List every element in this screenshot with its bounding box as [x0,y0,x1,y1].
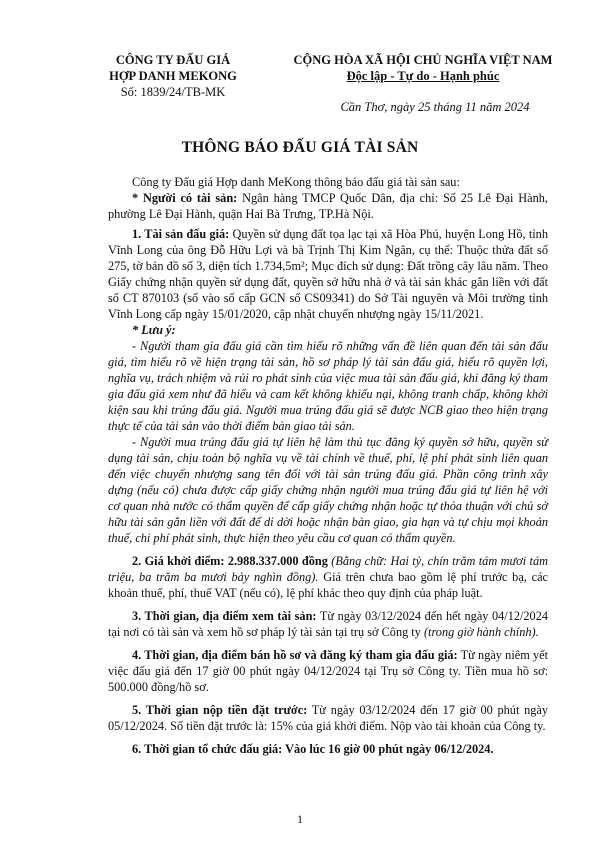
section5-text: Từ ngày 03/12/2024 đến 17 giờ 00 phút ngày 05/12/2024. Số tiền đặt trước là: 15% của giá khởi điểm. Nộp vào tài khoản của Công ty. [108,703,548,733]
section3-italic: (trong giờ hành chính). [423,625,539,639]
section6-paragraph [108,741,548,757]
note-paragraph-1: - Người tham gia đấu giá cần tìm hiểu rõ những vấn đề liên quan đến tài sản đấu giá, tìm hiểu rõ về hiện trạng tài sản, hồ sơ pháp lý tài sản đấu giá, hiểu rõ quyền lợi, nghĩa vụ, trách nhiệm và rủi ro phát sinh của việc mua tài sản đấu giá, khi đăng ký tham gia đấu giá xem như đã hiểu và cam kết không khiếu nại, không tranh chấp, không khởi kiện sau khi trúng đấu giá. Người mua trúng đấu giá sẽ được NCB giao theo hiện trạng thực tế của tài sản vào thời điểm bàn giao tài sản. [108,339,548,433]
note-heading [108,322,548,338]
owner-paragraph [108,190,548,222]
section3-text: Từ ngày 03/12/2024 đến hết ngày 04/12/2024 tại nơi có tài sản và xem hồ sơ pháp lý tài sản tại trụ sở Công ty [108,609,548,639]
section1-label: 1. Tài sản đấu giá: [132,227,230,241]
section3-label: 3. Thời gian, địa điểm xem tài sản: [132,609,317,623]
section6-label: 6. Thời gian tổ chức đấu giá: Vào lúc 16 giờ 00 phút ngày 06/12/2024. [132,742,494,756]
section5-paragraph [108,702,548,734]
document-body [108,174,548,757]
section2-words: (Bằng chữ: Hai tỷ, chín trăm tám mươi tám triệu, ba trăm ba mươi bảy nghìn đồng). [108,554,548,584]
national-motto: Độc lập - Tự do - Hạnh phúc [346,69,500,83]
page-number: 1 [297,812,303,826]
document-number: Số: 1839/24/TB-MK [120,85,226,99]
section2-paragraph [108,553,548,601]
note-paragraph-2: - Người mua trúng đấu giá tự liên hệ làm thủ tục đăng ký quyền sở hữu, quyền sử dụng tài sản, chịu toàn bộ nghĩa vụ về tài chính về thuế, phí, lệ phí phát sinh liên quan đến việc chuyển nhượng sang tên đối với tài sản trúng đấu giá. Phần công trình xây dựng (nếu có) chưa được cấp giấy chứng nhận người mua trúng đấu giá tự liên hệ với cơ quan nhà nước có thẩm quyền để cấp giấy chứng nhận hoặc tự thỏa thuận với chủ sở hữu tài sản gắn liền với đất để di dời hoặc nhận bàn giao, gia hạn và tự chịu mọi khoản thuế, chi phí phát sinh, thực hiện theo yêu cầu cơ quan có thẩm quyền. [108,435,548,545]
section1-paragraph [108,226,548,322]
section2-text: Giá trên chưa bao gồm lệ phí trước bạ, các khoản thuế, phí, thuế VAT (nếu có), lệ phí khác theo quy định của pháp luật. [108,570,548,600]
note-star: * [132,323,142,337]
date-line: Cần Thơ, ngày 25 tháng 11 năm 2024 [340,100,530,114]
note-label: Lưu ý: [141,323,176,337]
section3-paragraph [108,608,548,640]
owner-label: * Người có tài sản: [132,191,238,205]
intro-text: Công ty Đấu giá Hợp danh MeKong thông báo đấu giá tài sản sau: [132,175,460,189]
document-title: THÔNG BÁO ĐẤU GIÁ TÀI SẢN [181,139,419,156]
section4-label: 4. Thời gian, địa điểm bán hồ sơ và đăng ký tham gia đấu giá: [132,648,458,662]
republic-name: CỘNG HÒA XÃ HỘI CHỦ NGHĨA VIỆT NAM [293,53,553,67]
section1-text: Quyền sử dụng đất tọa lạc tại xã Hòa Phú, huyện Long Hồ, tỉnh Vĩnh Long của ông Đỗ Hữu Lợi và bà Trịnh Thị Kim Ngân, cụ thể: Thuộc thửa đất số 275, tờ bản đồ số 3, diện tích 1.734,5m²; Mục đích sử dụng: Đất trồng cây lâu năm. Theo Giấy chứng nhận quyền sử dụng đất, quyền sở hữu nhà ở và tài sản khác gắn liền với đất số CT 870103 (số vào sổ cấp GCN số CS09341) do Sở Tài nguyên và Môi trường tỉnh Vĩnh Long cấp ngày 15/01/2020, cập nhật chuyển nhượng ngày 15/11/2021. [108,227,548,321]
section4-text: Từ ngày niêm yết việc đấu giá đến 17 giờ 00 phút ngày 04/12/2024 tại Trụ sở Công ty. Tiền mua hồ sơ: 500.000 đồng/hồ sơ. [108,648,548,694]
owner-text: Ngân hàng TMCP Quốc Dân, địa chỉ: Số 25 Lê Đại Hành, phường Lê Đại Hành, quận Hai Bà Trưng, TP.Hà Nội. [108,191,548,221]
national-header [278,52,568,84]
section4-paragraph [108,647,548,695]
company-header [88,52,258,100]
company-name-line1: CÔNG TY ĐẤU GIÁ [115,53,231,67]
section2-label: 2. Giá khởi điểm: 2.988.337.000 đồng [132,554,328,568]
section5-label: 5. Thời gian nộp tiền đặt trước: [132,703,308,717]
company-name-line2: HỢP DANH MEKONG [109,69,237,83]
